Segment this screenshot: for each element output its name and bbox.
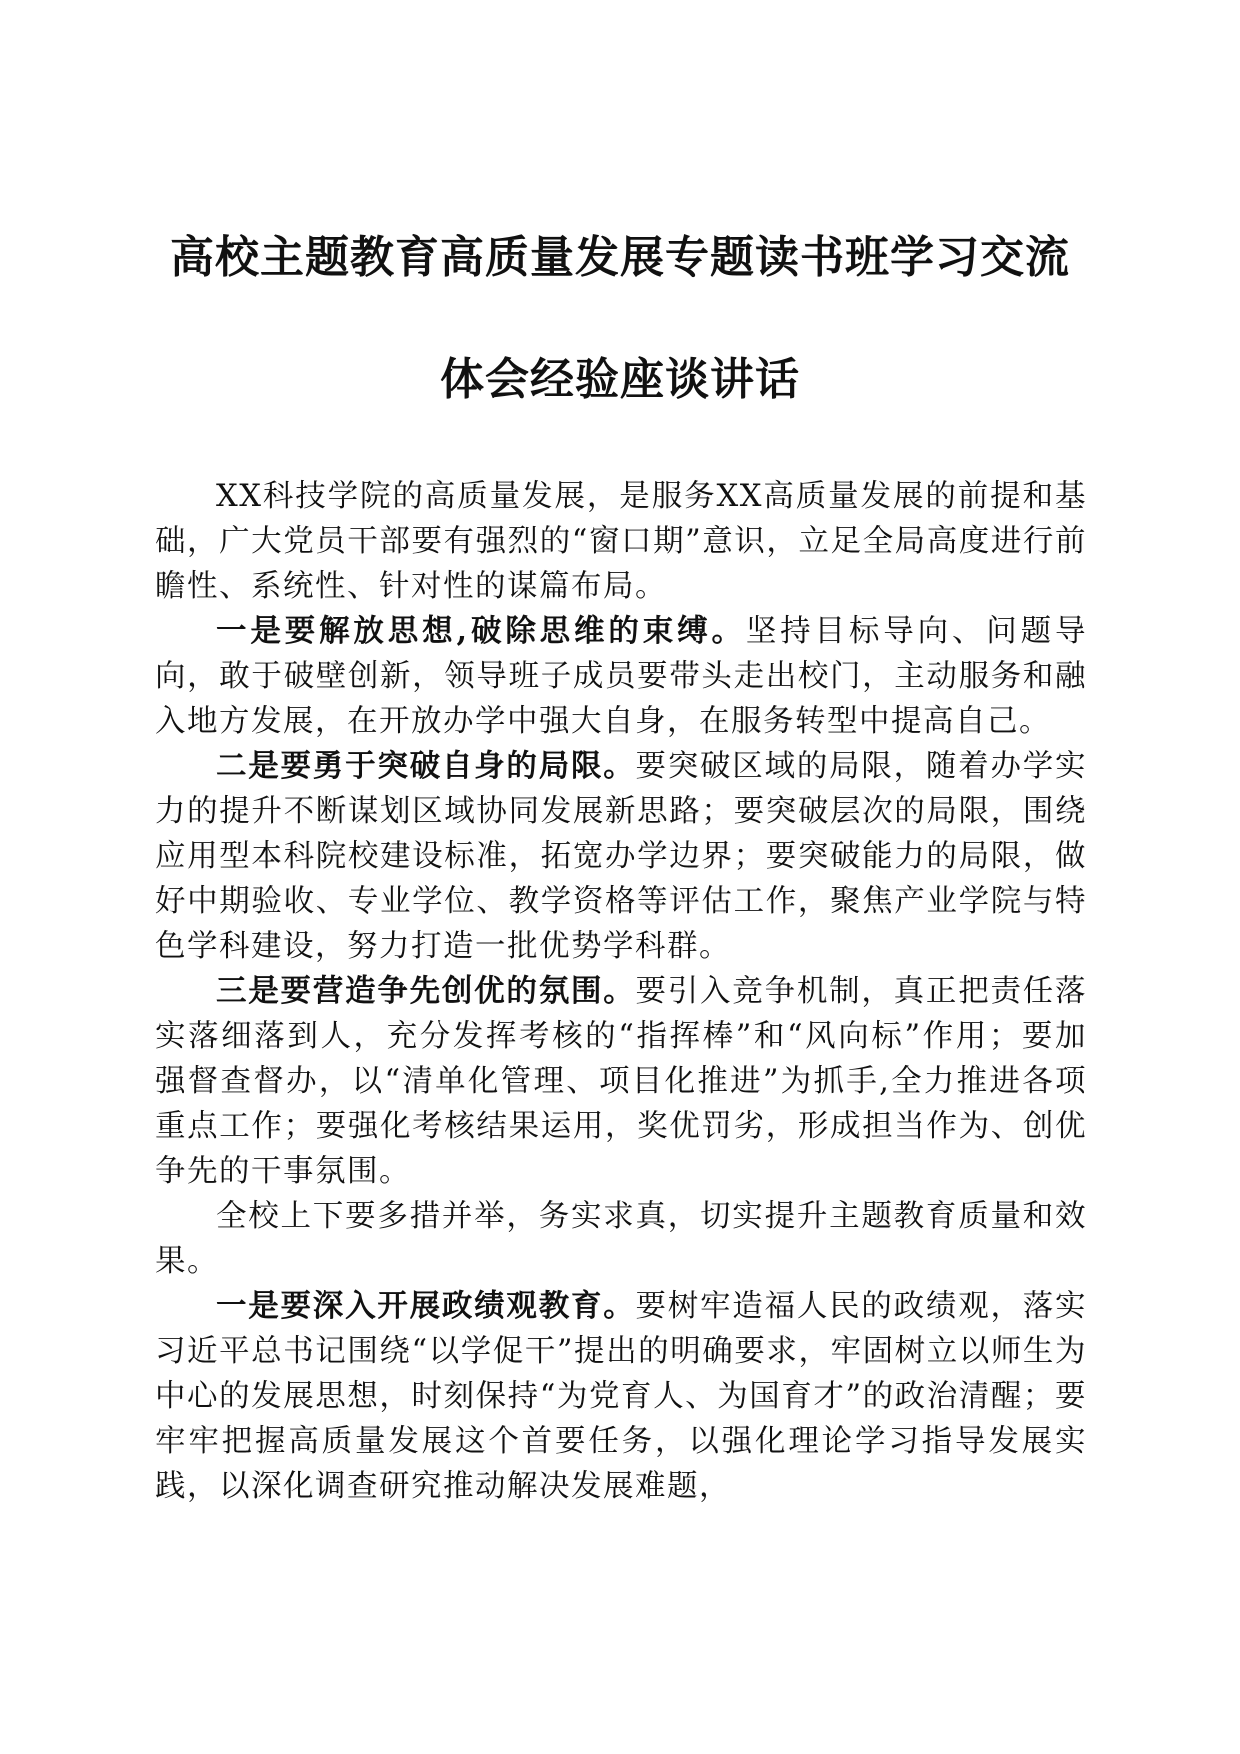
paragraph-6-text: 要树牢造福人民的政绩观，落实习近平总书记围绕“以学促干”提出的明确要求，牢固树立以师生为中心的发展思想，时刻保持“为党育人、为国育才”的政治清醒；要牢牢把握高质量发展这个首要任务，以强化理论学习指导发展实践，以深化调查研究推动解决发展难题，: [155, 1289, 1087, 1504]
paragraph-2-text: 坚持目标导向、问题导向，敢于破壁创新，领导班子成员要带头走出校门，主动服务和融入地方发展，在开放办学中强大自身，在服务转型中提高自己。: [155, 614, 1088, 739]
paragraph-3-lead: 二是要勇于突破自身的局限。: [216, 748, 636, 784]
paragraph-4-lead: 三是要营造争先创优的氛围。: [216, 973, 636, 1009]
paragraph-6-lead: 一是要深入开展政绩观教育。: [216, 1288, 636, 1324]
paragraph-1: [155, 474, 1087, 609]
paragraph-3-text: 要突破区域的局限，随着办学实力的提升不断谋划区域协同发展新思路；要突破层次的局限，围绕应用型本科院校建设标准，拓宽办学边界；要突破能力的局限，做好中期验收、专业学位、教学资格等评估工作，聚焦产业学院与特色学科建设，努力打造一批优势学科群。: [155, 749, 1087, 964]
document-title-line-2: 体会经验座谈讲话: [440, 354, 800, 405]
paragraph-2: [155, 609, 1087, 744]
paragraph-1-text: XX科技学院的高质量发展，是服务XX高质量发展的前提和基础，广大党员干部要有强烈的“窗口期”意识，立足全局高度进行前瞻性、系统性、针对性的谋篇布局。: [155, 479, 1087, 604]
paragraph-2-lead: 一是要解放思想,破除思维的束缚。: [216, 613, 746, 649]
document-body: [155, 474, 1087, 1509]
paragraph-5-text: 全校上下要多措并举，务实求真，切实提升主题教育质量和效果。: [155, 1199, 1087, 1279]
paragraph-4-text: 要引入竞争机制，真正把责任落实落细落到人，充分发挥考核的“指挥棒”和“风向标”作用；要加强督查督办，以“清单化管理、项目化推进”为抓手,全力推进各项重点工作；要强化考核结果运用，奖优罚劣，形成担当作为、创优争先的干事氛围。: [155, 974, 1087, 1189]
paragraph-3: [155, 744, 1087, 969]
document-title-line-1: 高校主题教育高质量发展专题读书班学习交流: [170, 232, 1070, 283]
paragraph-6: [155, 1284, 1087, 1509]
paragraph-5: [155, 1194, 1087, 1284]
paragraph-4: [155, 969, 1087, 1194]
